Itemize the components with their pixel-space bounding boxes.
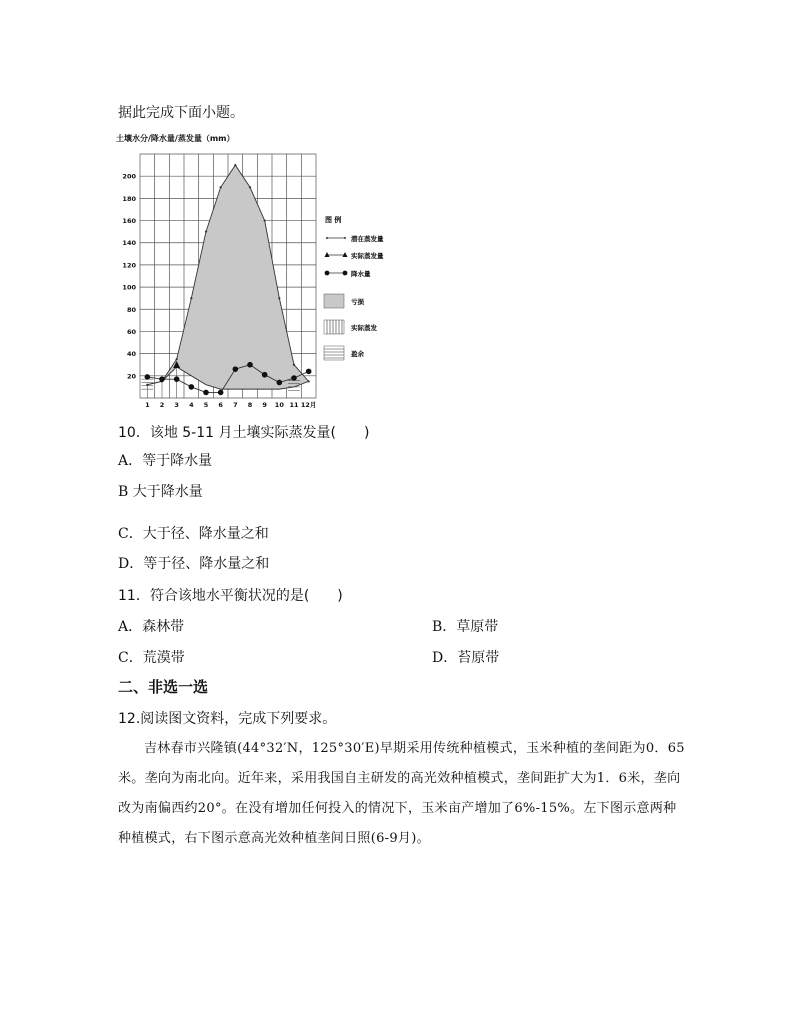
precipitation-point	[159, 376, 165, 382]
y-tick-label: 180	[122, 194, 136, 203]
potential-evaporation-point	[220, 186, 222, 188]
potential-evaporation-point	[278, 297, 280, 299]
question-11-option-a: A．森林带	[118, 619, 185, 635]
y-tick-label: 20	[126, 372, 136, 381]
potential-evaporation-point	[264, 219, 266, 221]
x-tick-label: 5	[203, 401, 209, 409]
legend-label: 潜在蒸发量	[351, 235, 384, 243]
paragraph-text: 吉林春市兴隆镇(44°32′N，125°30′E)早期采用传统种植模式，玉米种植的垄间距为0．65米。垄向为南北向。近年来，采用我国自主研发的高光效种植模式，垄间距扩大为1．6米，垄向改为南偏西约20°。在没有增加任何投入的情况下，玉米亩产增加了6%-15%。左下图示意两种种植模式，右下图示意高光效种植垄间日照(6-9月)。	[118, 741, 685, 846]
legend-label: 降水量	[351, 270, 371, 278]
potential-evaporation-point	[176, 358, 178, 360]
x-tick-label: 1	[145, 401, 150, 409]
x-tick-label: 7	[233, 401, 238, 409]
precipitation-point	[247, 362, 253, 368]
y-tick-label: 140	[122, 239, 136, 248]
question-10-option-b: B 大于降水量	[118, 484, 203, 500]
legend-label: 亏损	[351, 298, 364, 306]
precipitation-point	[189, 384, 195, 390]
legend-deficit	[324, 294, 365, 308]
legend-title: 图 例	[325, 216, 342, 224]
intro-text: 据此完成下面小题。	[118, 105, 244, 121]
section-title: 二、非选一选	[118, 678, 209, 696]
question-10-option-c: C．大于径、降水量之和	[118, 526, 269, 542]
chart-legend	[324, 215, 384, 360]
precipitation-point	[277, 380, 283, 386]
question-11-stem: 11．符合该地水平衡状况的是( )	[118, 588, 343, 604]
question-10-option-d: D．等于径、降水量之和	[118, 556, 270, 572]
precipitation-point	[291, 375, 297, 381]
precipitation-point	[262, 372, 268, 378]
potential-evaporation-point	[146, 384, 148, 386]
y-tick-label: 120	[122, 261, 136, 270]
y-tick-label: 160	[122, 217, 136, 226]
precipitation-point	[233, 366, 239, 372]
x-tick-label: 3	[174, 401, 179, 409]
x-tick-label: 4	[189, 401, 194, 409]
precipitation-point	[174, 376, 180, 382]
question-11-option-d: D．苔原带	[432, 650, 500, 666]
x-tick-label: 9	[262, 401, 267, 409]
question-10-option-a: A．等于降水量	[118, 453, 213, 469]
legend-precipitation	[325, 269, 371, 278]
legend-potential-evaporation	[326, 234, 384, 243]
question-12-paragraph	[118, 734, 688, 854]
x-tick-label: 10	[274, 401, 284, 409]
legend-actual-evaporation-fill	[324, 320, 378, 334]
precipitation-point	[145, 374, 151, 380]
potential-evaporation-point	[234, 164, 236, 166]
legend-label: 实际蒸发量	[351, 252, 384, 260]
question-11-option-b: B．草原带	[432, 619, 499, 635]
precipitation-point	[203, 390, 209, 396]
potential-evaporation-point	[190, 297, 192, 299]
potential-evaporation-point	[308, 380, 310, 382]
potential-evaporation-point	[293, 364, 295, 366]
water-balance-chart	[108, 128, 408, 412]
question-11-option-c: C．荒漠带	[118, 650, 185, 666]
y-tick-label: 60	[126, 327, 136, 336]
chart-ylabel: 土壤水分/降水量/蒸发量（mm）	[116, 134, 235, 143]
question-12-stem: 12.阅读图文资料，完成下列要求。	[118, 711, 337, 727]
x-tick-label: 11	[289, 401, 299, 409]
question-10-stem: 10．该地 5-11 月土壤实际蒸发量( )	[118, 425, 370, 441]
legend-surplus	[324, 346, 365, 360]
x-tick-label: 6	[218, 401, 223, 409]
legend-label: 实际蒸发	[351, 324, 377, 332]
legend-label: 盈余	[351, 350, 364, 358]
legend-actual-evaporation	[325, 251, 385, 260]
precipitation-point	[306, 369, 312, 375]
potential-evaporation-point	[249, 186, 251, 188]
y-tick-label: 40	[126, 350, 136, 359]
y-tick-label: 200	[122, 172, 136, 181]
x-tick-label: 2	[159, 401, 165, 409]
x-tick-label: 12月	[300, 401, 317, 409]
y-tick-label: 80	[126, 305, 136, 314]
potential-evaporation-point	[205, 231, 207, 233]
x-tick-label: 8	[247, 401, 253, 409]
precipitation-point	[218, 390, 224, 396]
y-tick-label: 100	[122, 283, 136, 292]
